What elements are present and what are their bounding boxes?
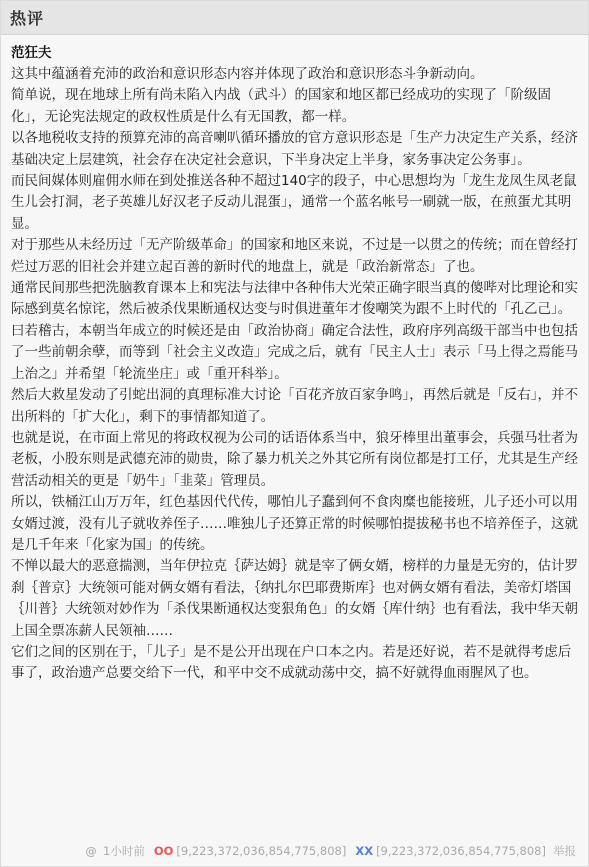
comment-paragraph: 不惮以最大的恶意揣测，当年伊拉克｛萨达姆｝就是宰了俩女婿，榜样的力量是无穷的，估计罗刹｛普京｝大统领可能对俩女婿有看法，｛纳扎尔巴耶费斯库｝也对俩女婿有看法，美帝灯塔国｛川普｝大统领对妙作为「杀伐果断通权达变狠角色」的女婿｛库什纳｝也有看法，我中华天朝上国全票冻薪人民领袖……: [11, 558, 578, 639]
comment-paragraph: 对于那些从未经历过「无产阶级革命」的国家和地区来说，不过是一以贯之的传统；而在曾经打烂过万恶的旧社会并建立起百善的新时代的地盘上，就是「政治新常态」了也。: [11, 237, 578, 275]
section-title: 热评: [10, 9, 45, 28]
comment-author[interactable]: 范狂夫: [11, 45, 52, 61]
upvote-button[interactable]: OO: [153, 844, 174, 858]
downvote-button[interactable]: XX: [355, 844, 374, 858]
comment-timestamp[interactable]: 1小时前: [103, 844, 145, 858]
downvote-count: [9,223,372,036,854,775,808]: [376, 844, 546, 858]
comment-paragraph: 而民间媒体则雇佣水师在到处推送各种不超过140字的段子，中心思想均为「龙生龙凤生凤老鼠生儿会打洞，老子英雄儿好汉老子反动儿混蛋」，通常一个蓝名帐号一刷就一版，在煎蛋尤其明显。: [11, 173, 577, 232]
comment-paragraph: 然后大救星发动了引蛇出洞的真理标准大讨论「百花齐放百家争鸣」，再然后就是「反右」，并不出所料的「扩大化」，剩下的事情都知道了。: [11, 387, 578, 425]
comment-paragraph: 简单说，现在地球上所有尚未陷入内战（武斗）的国家和地区都已经成功的实现了「阶级固化」，无论宪法规定的政权性质是什么有无国教，都一样。: [11, 87, 551, 125]
report-link[interactable]: 举报: [553, 844, 576, 858]
comment-footer: [85, 843, 576, 859]
comment-paragraph: 所以，铁桶江山万万年，红色基因代代传，哪怕儿子蠢到何不食肉糜也能接班，儿子还小可以用女婿过渡，没有儿子就收养侄子……唯独儿子还算正常的时候哪怕提拔秘书也不培养侄子，这就是几千年来「化家为国」的传统。: [11, 494, 578, 553]
comment-paragraph: 以各地税收支持的预算充沛的高音喇叭循环播放的官方意识形态是「生产力决定生产关系，经济基础决定上层建筑，社会存在决定社会意识，下半身决定上半身，家务事决定公务事」。: [11, 130, 578, 168]
comment-paragraph: 也就是说，在市面上常见的将政权视为公司的话语体系当中，狼牙棒里出董事会，兵强马壮者为老板，小股东则是武德充沛的勋贵，除了暴力机关之外其它所有岗位都是打工仔，尤其是生产经营活动相关的更是「奶牛」「韭菜」管理员。: [11, 429, 578, 489]
comment-paragraph: 它们之间的区别在于，「儿子」是不是公开出现在户口本之内。若是还好说，若不是就得考虑后事了，政治遗产总要交给下一代，和平中交不成就动荡中交，搞不好就得血雨腥风了也。: [11, 643, 572, 682]
comment-paragraph: 通常民间那些把洗脑教育课本上和宪法与法律中各种伟大光荣正确字眼当真的傻哔对比理论和实际感到莫名惊诧，然后被杀伐果断通权达变与时俱进董年才俊嘲笑为跟不上时代的「孔乙己」。: [11, 280, 578, 318]
upvote-count: [9,223,372,036,854,775,808]: [176, 844, 347, 858]
comment-paragraph: 这其中蕴涵着充沛的政治和意识形态内容并体现了政治和意识形态斗争新动向。: [11, 66, 484, 82]
comment-paragraph: 曰若稽古，本朝当年成立的时候还是由「政治协商」确定合法性，政府序列高级干部当中也包括了一些前朝余孽，而等到「社会主义改造」完成之后，就有「民主人士」表示「马上得之焉能马上治之」并希望「轮流坐庄」或「重开科举」。: [11, 322, 578, 382]
comment-body: [11, 64, 578, 685]
clock-icon: @: [85, 844, 97, 858]
section-header: [1, 1, 588, 35]
